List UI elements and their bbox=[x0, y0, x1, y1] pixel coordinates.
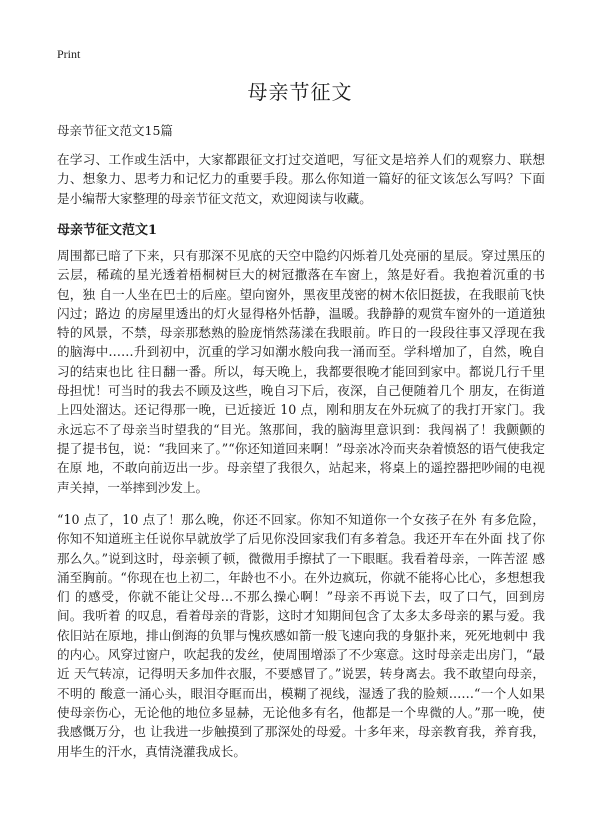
body-paragraph-1: 周围都已暗了下来，只有那深不见底的天空中隐约闪烁着几处亮丽的星辰。穿过黑压的 云层，稀疏的星光透着梧桐树巨大的树冠撒落在车窗上，煞是好看。我抱着沉重的书包，独 自一人坐在巴士的后座。望向窗外，黑夜里茂密的树木依旧挺拔，在我眼前飞快闪过；路边 的房屋里透出的灯火显得格外恬静，温暖。我静静的观赏车窗外的一道道独特的风景，不禁，母亲那愁熟的脸庞悄然荡漾在我眼前。昨日的一段段往事又浮现在我的脑海中……升到初中，沉重的学习如潮水般向我一涌而至。学科增加了，自然，晚自习的结束也比 往日翻一番。所以，每天晚上，我都要很晚才能回到家中。都说几行千里母担忧！可当时的我去不顾及这些，晚自习下后，夜深，自己便随着几个 朋友，在街道上四处溜达。还记得那一晚，已近接近 10 点，刚和朋友在外玩疯了的我打开家门。我永远忘不了母亲当时望我的“目光。煞那间，我的脑海里意识到：我闯祸了！我颤颤的 提了提书包，说：“我回来了。”“你还知道回来啊！”母亲冰冷而夹杂着愤怒的语气使我定在原 地，不敢向前迈出一步。母亲望了我很久，站起来，将桌上的遥控器把吵闹的电视声关掉，一举摔到沙发上。 bbox=[57, 248, 545, 495]
page-title: 母亲节征文 bbox=[247, 80, 353, 104]
body-paragraph-2: “10 点了，10 点了！那么晚，你还不回家。你知不知道你一个女孩子在外 有多危险，你知不知道班主任说你早就放学了后见你没回家我们有多着急。我还开车在外面 找了你那么久。”说到这时，母亲顿了顿，微微用手擦拭了一下眼眶。我看着母亲，一阵苦涩 感涌至胸前。“你现在也上初二，年龄也不小。在外边疯玩，你就不能将心比心，多想想我们 的感受，你就不能让父母…不那么操心啊！”母亲不再说下去，叹了口气，回到房间。我听着 的叹息，看着母亲的背影，这时才知期间包含了太多太多母亲的累与爱。我依旧站在原地，排山倒海的负罪与愧疚感如箭一般飞速向我的身躯扑来，死死地刺中 我的内心。风穿过窗户，吹起我的发丝，使周围增添了不少寒意。这时母亲走出房门，“最近 天气转凉，记得明天多加件衣服，不要感冒了。”说罢，转身离去。我不敢望向母亲，不明的 酸意一涌心头，眼泪夺眶而出，模糊了视线，湿透了我的脸颊……“一个人如果使母亲伤心，无论他的地位多显赫，无论他多有名，他都是一个卑微的人。”那一晚，使我感慨万分，也 让我进一步触摸到了那深处的母爱。十多年来，母亲教育我，养育我，用毕生的汗水，真情浇灌我成长。 bbox=[57, 512, 545, 759]
intro-paragraph: 在学习、工作或生活中，大家都跟征文打过交道吧，写征文是培养人们的观察力、联想力、想象力、思考力和记忆力的重要手段。那么你知道一篇好的征文该怎么写吗？下面是小编帮大家整理的母亲节征文范文，欢迎阅读与收藏。 bbox=[57, 152, 545, 206]
print-link[interactable]: Print bbox=[57, 47, 81, 61]
document-subtitle: 母亲节征文范文15篇 bbox=[57, 123, 173, 138]
section-heading: 母亲节征文范文1 bbox=[57, 223, 158, 238]
